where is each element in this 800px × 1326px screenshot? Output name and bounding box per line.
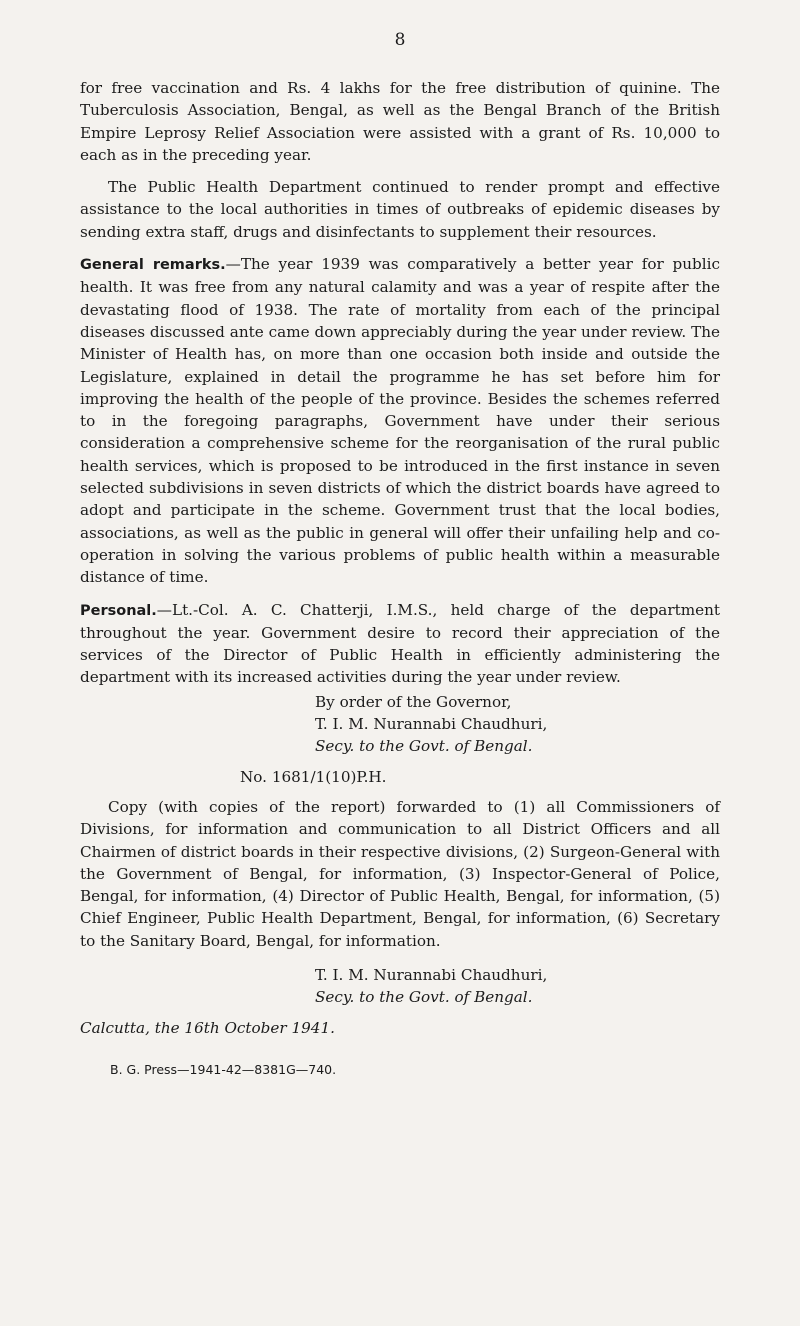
paragraph-public-health-dept: The Public Health Department continued to render prompt and effective assistance to the local authorities in times of outbreaks of epidemic diseases by sending extra staff, drugs and disinfectants to supplement their resources. xyxy=(80,178,720,241)
document-body xyxy=(80,77,720,1039)
paragraph-general-remarks xyxy=(80,253,720,588)
page-number: 8 xyxy=(394,30,406,50)
general-remarks-heading: General remarks. xyxy=(80,257,226,274)
personal-heading: Personal. xyxy=(80,602,157,619)
personal-text: —Lt.-Col. A. C. Chatterji, I.M.S., held charge of the department throughout the year. Government desire to record their appreciation of the services of the Director of Public Health in efficiently administering the department with its increased activities during the year under review. xyxy=(80,600,720,687)
general-remarks-text: —The year 1939 was comparatively a better year for public health. It was free from any natural calamity and was a year of respite after the devastating flood of 1938. The rate of mortality from each of the principal diseases discussed ante came down appreciably during the year under review. The Minister of Health has, on more than one occasion both inside and outside the Legislature, explained in detail the programme he has set before him for improving the health of the people of the province. Besides the schemes referred to in the foregoing paragraphs, Government have under their serious consideration a comprehensive scheme for the reorganisation of the rural public health services, which is proposed to be introduced in the first instance in seven selected subdivisions in seven districts of which the district boards have agreed to adopt and participate in the scheme. Government trust that the local bodies, associations, as well as the public in general will offer their unfailing help and co-operation in solving the various problems of public health within a measurable distance of time. xyxy=(80,255,720,587)
signatory-title: Secy. to the Govt. of Bengal. xyxy=(315,737,533,756)
paragraph-vaccination-grants: for free vaccination and Rs. 4 lakhs for the free distribution of quinine. The Tuberculosis Association, Bengal, as well as the Bengal Branch of the British Empire Leprosy Relief Association were assisted with a grant of Rs. 10,000 to each as in the preceding year. xyxy=(80,79,720,164)
order-number: No. 1681/1(10)P.H. xyxy=(240,767,387,786)
place-date: Calcutta, the 16th October 1941. xyxy=(80,1018,335,1037)
by-order-line: By order of the Governor, xyxy=(315,692,512,711)
paragraph-personal xyxy=(80,599,720,689)
signature-block-2 xyxy=(80,964,720,1009)
signature-block-1 xyxy=(80,691,720,758)
printer-imprint: B. G. Press—1941-42—8381G—740. xyxy=(110,1062,337,1077)
signatory-title-2: Secy. to the Govt. of Bengal. xyxy=(315,988,533,1007)
signatory-name-2: T. I. M. Nurannabi Chaudhuri, xyxy=(315,965,548,984)
signatory-name: T. I. M. Nurannabi Chaudhuri, xyxy=(315,715,548,734)
paragraph-copy-forwarded: Copy (with copies of the report) forwarded to (1) all Commissioners of Divisions, for information and communication to all District Officers and all Chairmen of district boards in their respective divisions, (2) Surgeon-General with the Government of Bengal, for information, (3) Inspector-General of Police, Bengal, for information, (4) Director of Public Health, Bengal, for information, (5) Chief Engineer, Public Health Department, Bengal, for information, (6) Secretary to the Sanitary Board, Bengal, for information. xyxy=(80,797,720,950)
